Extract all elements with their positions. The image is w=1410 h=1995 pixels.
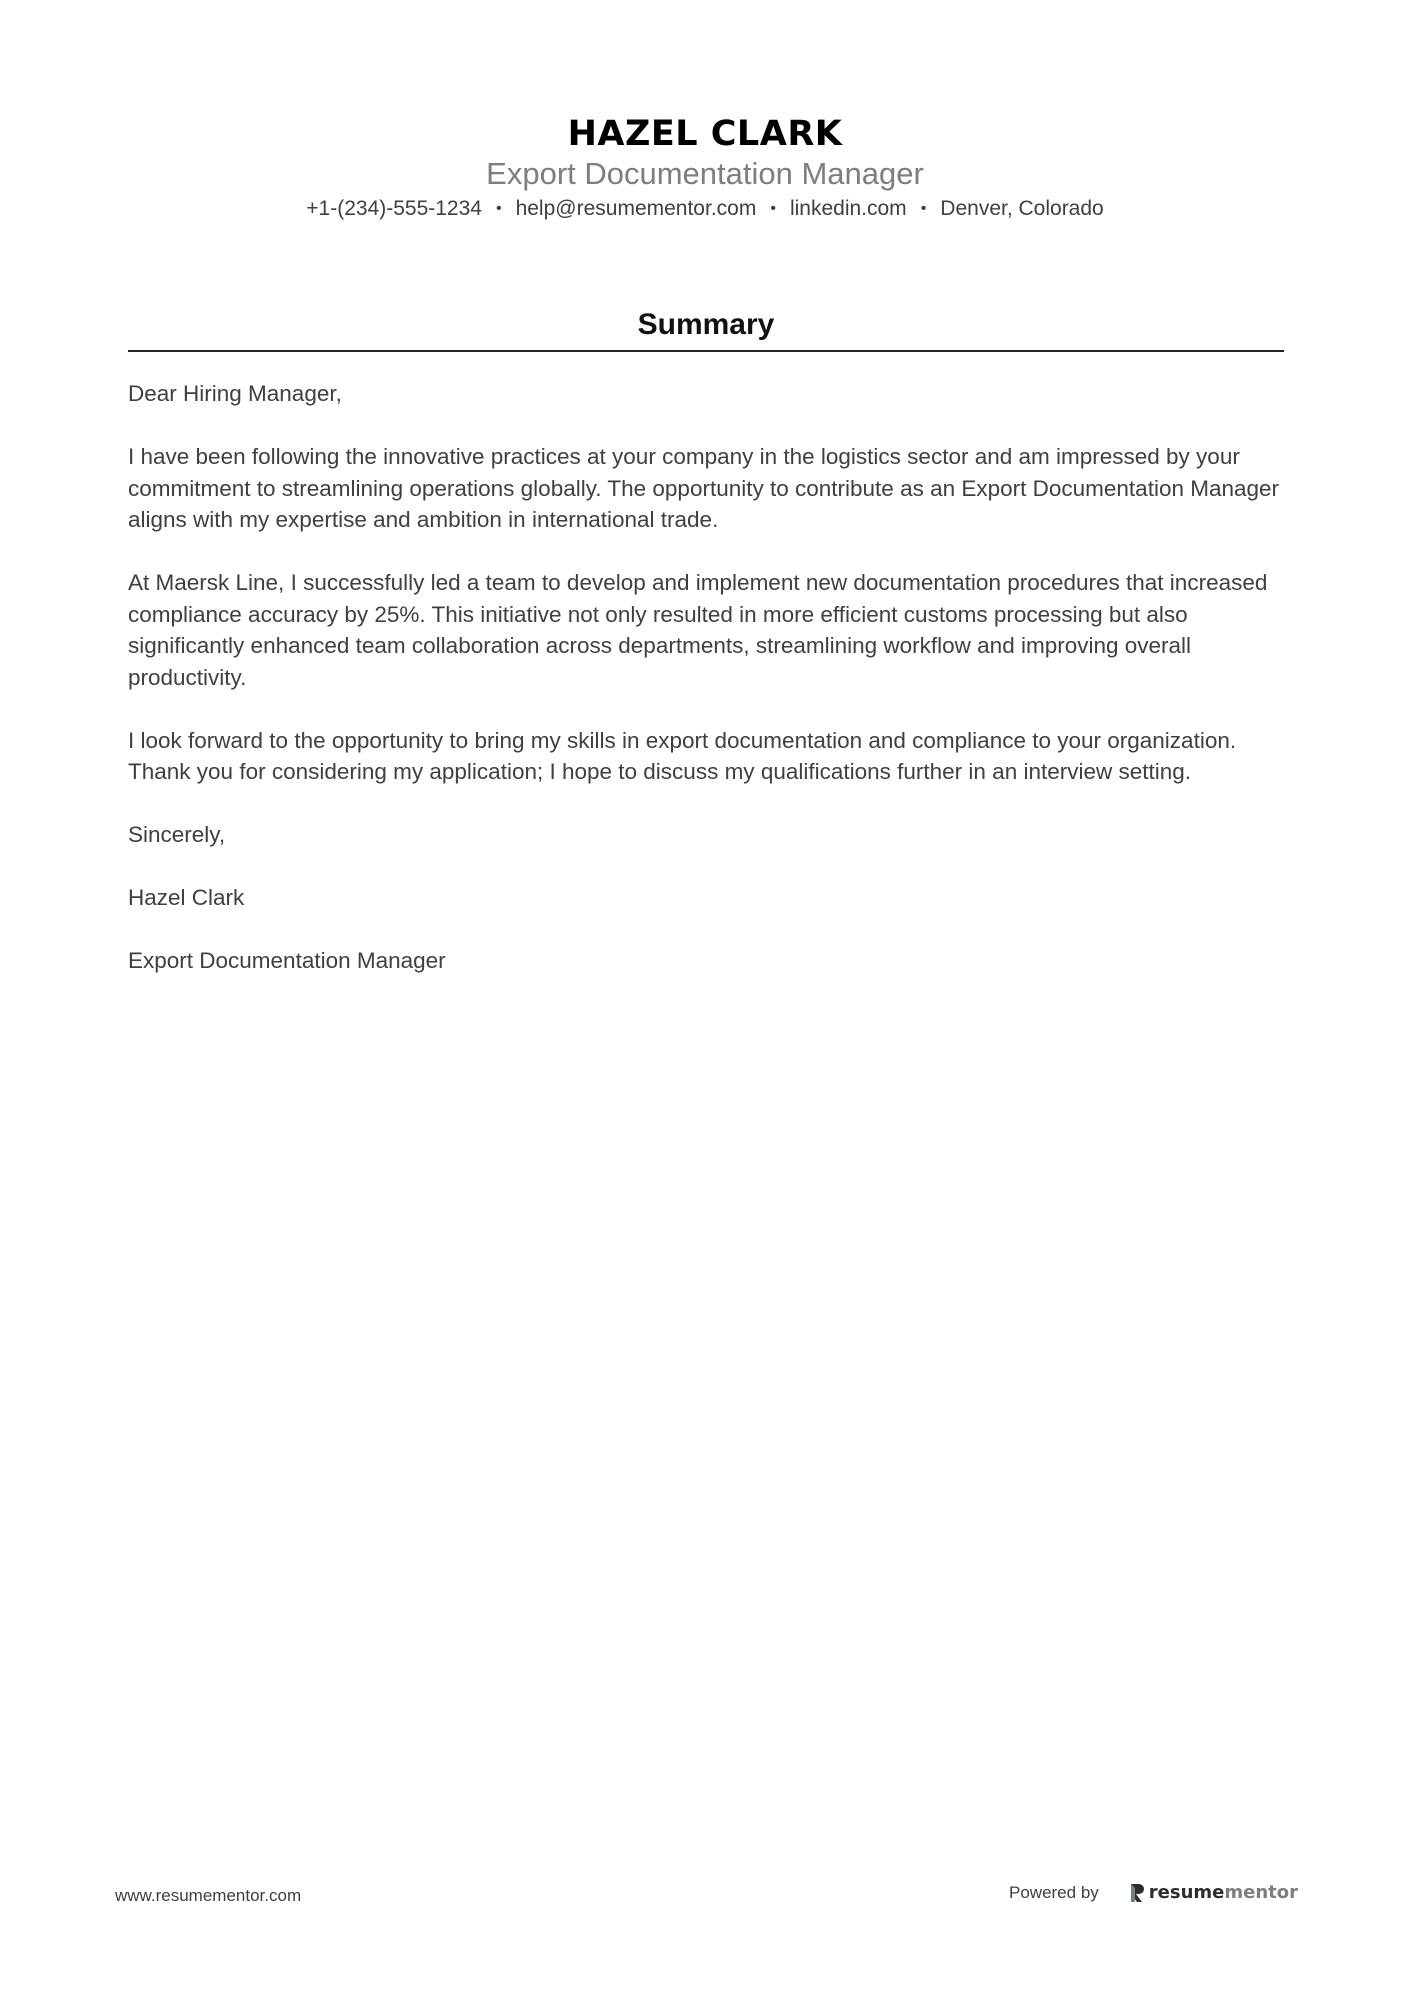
candidate-name: HAZEL CLARK xyxy=(567,114,843,154)
contact-separator: • xyxy=(920,200,927,217)
contact-line xyxy=(0,196,1410,222)
contact-separator: • xyxy=(495,200,502,217)
signature-title: Export Documentation Manager xyxy=(128,948,446,973)
candidate-title: Export Documentation Manager xyxy=(486,156,924,191)
section-divider xyxy=(128,350,1284,352)
letter-paragraph-3: I look forward to the opportunity to bring my skills in export documentation and compliance to your organization. Thank you for considering my application; I hope to discuss my qualifications further in an interview setting. xyxy=(128,727,1237,784)
resumementor-logo-icon xyxy=(1129,1883,1145,1903)
letter-paragraph-2: At Maersk Line, I successfully led a team to develop and implement new documentation procedures that increased compliance accuracy by 25%. This initiative not only resulted in more efficient customs processing but also significantly enhanced team collaboration across departments, streamlining workflow and improving overall productivity. xyxy=(128,570,1268,690)
letter-paragraph-1: I have been following the innovative practices at your company in the logistics sector and am impressed by your commitment to streamlining operations globally. The opportunity to contribute as an Export Documentation Manager aligns with my expertise and ambition in international trade. xyxy=(128,444,1280,532)
contact-location: Denver, Colorado xyxy=(940,197,1104,220)
letter-closing: Sincerely, xyxy=(128,822,226,847)
contact-phone: +1-(234)-555-1234 xyxy=(306,197,482,220)
header xyxy=(0,112,1410,222)
brand-name-part2: mentor xyxy=(1224,1882,1298,1903)
section-title-summary: Summary xyxy=(637,308,775,341)
brand-logo[interactable] xyxy=(1129,1882,1298,1904)
brand-name-part1: resume xyxy=(1148,1882,1225,1903)
contact-separator: • xyxy=(770,200,776,217)
powered-by-label: Powered by xyxy=(1009,1883,1099,1902)
footer-branding xyxy=(1009,1882,1298,1904)
signature-name: Hazel Clark xyxy=(128,885,245,910)
letter-body xyxy=(128,378,1288,1008)
contact-website[interactable]: linkedin.com xyxy=(789,197,907,220)
contact-email[interactable]: help@resumementor.com xyxy=(515,197,757,220)
letter-greeting: Dear Hiring Manager, xyxy=(128,381,342,406)
footer-website[interactable]: www.resumementor.com xyxy=(115,1886,302,1905)
